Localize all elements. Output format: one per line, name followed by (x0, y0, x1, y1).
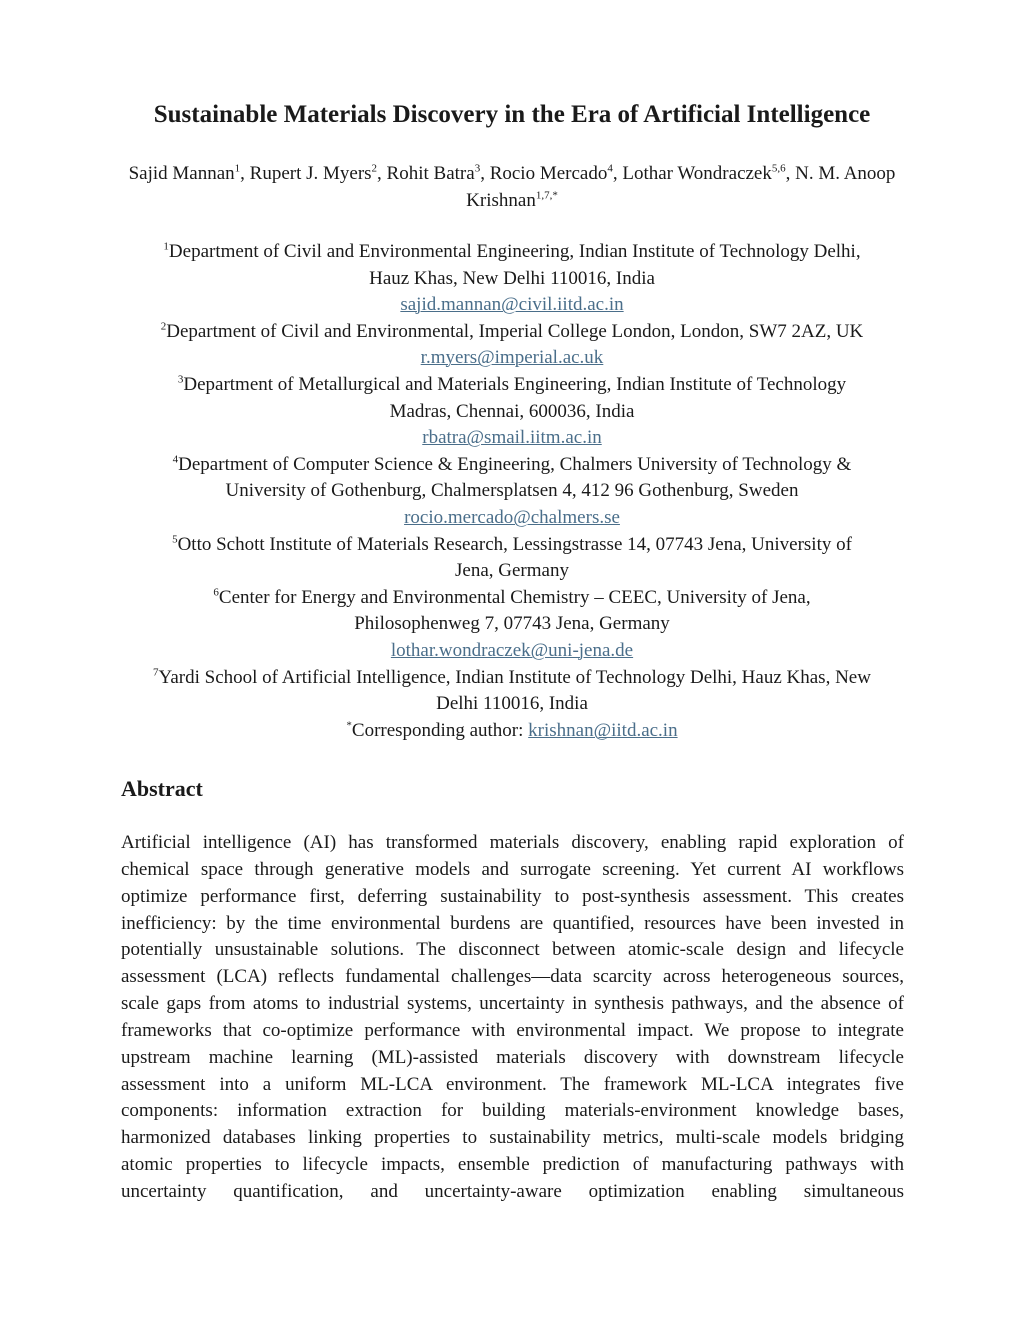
abstract-line: frameworks that co-optimize performance with environmental impact. We propose to integrate (121, 1019, 904, 1041)
affiliation-marker: 6 (213, 586, 219, 599)
author-name: Rohit Batra (386, 163, 475, 184)
author-name: Rocio Mercado (489, 163, 608, 184)
affiliation-marker: 7 (153, 666, 159, 679)
abstract-body (121, 830, 904, 1206)
author-separator: , (785, 163, 796, 184)
author-affiliation-marker: 5,6 (771, 162, 786, 175)
affiliation-email-line (110, 425, 914, 452)
email-link[interactable]: rocio.mercado@chalmers.se (404, 506, 620, 528)
abstract-line: inefficiency: by the time environmental burdens are quantified, resources have been invested in (121, 912, 904, 934)
email-link[interactable]: sajid.mannan@civil.iitd.ac.in (400, 294, 624, 316)
email-link[interactable]: lothar.wondraczek@uni-jena.de (390, 639, 634, 661)
abstract-line: atomic properties to lifecycle impacts, ensemble prediction of manufacturing pathways with (121, 1154, 904, 1176)
corresponding-marker: * (346, 719, 352, 732)
affiliation-text: Department of Computer Science & Engineering, Chalmers University of Technology & (178, 453, 852, 475)
abstract-line: components: information extraction for building materials-environment knowledge bases, (121, 1100, 904, 1122)
abstract-line: assessment into a uniform ML-LCA environment. The framework ML-LCA integrates five (121, 1073, 904, 1095)
affiliation-line (110, 452, 914, 479)
affiliation-line (110, 665, 914, 692)
author-separator: , (240, 163, 250, 184)
author-list (120, 160, 904, 214)
author-affiliation-marker: 1 (234, 162, 241, 175)
affiliation-line: Jena, Germany (455, 560, 569, 582)
author-separator: , (480, 163, 490, 184)
abstract-line: uncertainty quantification, and uncertainty-aware optimization enabling simultaneous (121, 1180, 904, 1202)
author-affiliation-marker: 1,7,* (535, 189, 558, 202)
affiliation-list (110, 239, 914, 744)
affiliation-text: Center for Energy and Environmental Chemistry – CEEC, University of Jena, (218, 586, 811, 608)
affiliation-text: Department of Civil and Environmental, Imperial College London, London, SW7 2AZ, UK (166, 320, 864, 342)
affiliation-line (110, 585, 914, 612)
affiliation-email-line (110, 638, 914, 665)
author-name: N. M. Anoop Krishnan (466, 163, 896, 211)
affiliation-line: Delhi 110016, India (436, 693, 588, 715)
abstract-line: Artificial intelligence (AI) has transformed materials discovery, enabling rapid exploration of (121, 832, 904, 853)
corresponding-author-line (110, 718, 914, 745)
affiliation-text: Department of Metallurgical and Materials Engineering, Indian Institute of Technology (183, 373, 847, 395)
author-affiliation-marker: 4 (607, 162, 613, 175)
affiliation-email-line (110, 345, 914, 372)
abstract-line: potentially unsustainable solutions. The disconnect between atomic-scale design and lifecycle (121, 939, 904, 961)
abstract-line: assessment (LCA) reflects fundamental challenges—data scarcity across heterogeneous sources, (121, 966, 904, 988)
affiliation-line (110, 319, 914, 346)
email-link[interactable]: r.myers@imperial.ac.uk (420, 347, 604, 369)
email-link[interactable]: krishnan@iitd.ac.in (528, 719, 678, 741)
abstract-line: scale gaps from atoms to industrial systems, uncertainty in synthesis pathways, and the absence of (121, 993, 904, 1015)
author-affiliation-marker: 3 (474, 162, 481, 175)
affiliation-email-line (110, 292, 914, 319)
affiliation-line: Philosophenweg 7, 07743 Jena, Germany (354, 613, 670, 635)
author-separator: , (612, 163, 623, 184)
abstract-line: chemical space through generative models and surrogate screening. Yet current AI workflows (121, 858, 904, 880)
author-name: Rupert J. Myers (249, 163, 372, 184)
affiliation-marker: 3 (177, 373, 184, 386)
abstract-line: upstream machine learning (ML)-assisted materials discovery with downstream lifecycle (121, 1046, 904, 1068)
affiliation-marker: 2 (160, 320, 167, 333)
affiliation-text: Yardi School of Artificial Intelligence, Indian Institute of Technology Delhi, Hauz Khas, New (158, 666, 871, 688)
affiliation-line (110, 532, 914, 559)
affiliation-line: Madras, Chennai, 600036, India (389, 400, 635, 422)
affiliation-marker: 5 (172, 533, 178, 546)
affiliation-line: Hauz Khas, New Delhi 110016, India (369, 267, 655, 289)
corresponding-label: Corresponding author: (351, 719, 529, 741)
abstract-line: optimize performance first, deferring sustainability to post-synthesis assessment. This creates (121, 885, 904, 907)
affiliation-line (110, 239, 914, 266)
affiliation-text: Otto Schott Institute of Materials Research, Lessingstrasse 14, 07743 Jena, University of (177, 533, 852, 555)
author-name: Lothar Wondraczek (622, 163, 772, 184)
abstract-line: harmonized databases linking properties to sustainability metrics, multi-scale models bridging (121, 1127, 904, 1149)
email-link[interactable]: rbatra@smail.iitm.ac.in (422, 427, 602, 449)
affiliation-line (110, 372, 914, 399)
author-affiliation-marker: 2 (371, 162, 378, 175)
paper-title: Sustainable Materials Discovery in the Era of Artificial Intelligence (153, 101, 871, 128)
affiliation-email-line (110, 505, 914, 532)
affiliation-marker: 4 (172, 453, 179, 466)
author-separator: , (377, 163, 387, 184)
abstract-heading: Abstract (121, 776, 203, 801)
author-name: Sajid Mannan (128, 163, 235, 184)
affiliation-marker: 1 (163, 240, 169, 253)
affiliation-line: University of Gothenburg, Chalmersplatsen 4, 412 96 Gothenburg, Sweden (225, 480, 799, 502)
affiliation-text: Department of Civil and Environmental Engineering, Indian Institute of Technology Delhi, (168, 241, 861, 262)
